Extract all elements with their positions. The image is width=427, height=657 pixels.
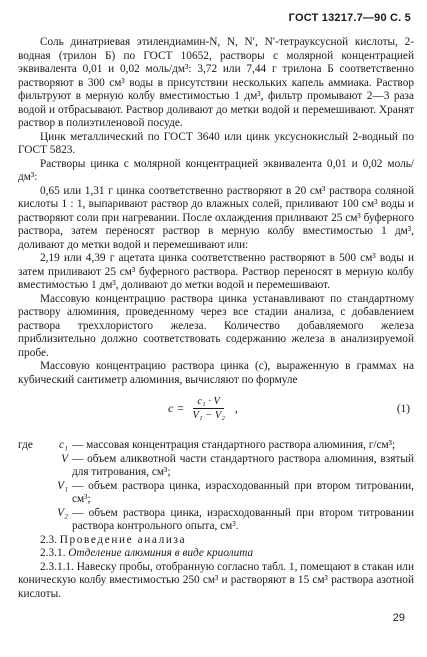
paragraph-zinc-solutions: Растворы цинка с молярной концентрацией эквивалента 0,01 и 0,02 моль/дм³: — [18, 157, 414, 183]
definition-row — [18, 507, 414, 534]
definition-lead — [18, 453, 46, 480]
definition-text: — объем раствора цинка, израсходованный при втором титровании раствора контрольного опыта, см³. — [72, 506, 414, 532]
definition-row — [18, 439, 414, 453]
section-title: Проведение анализа — [59, 533, 187, 546]
paragraph-mass-concentration: Массовую концентрацию раствора цинка устанавливают по стандартному раствору алюминия, проведенному через все стадии анализа, с добавлением раствора треххлористого железа. Количество добавляемого железа приблизительно должно соответствовать содержанию железа в анализируемой пробе. — [18, 292, 414, 359]
formula-fraction — [188, 395, 228, 422]
definition-lead — [18, 507, 46, 534]
definition-row — [18, 453, 414, 480]
section-number: 2.3. — [40, 533, 57, 546]
definition-symbol: V₁ — [57, 479, 68, 492]
formula-numerator: c₁ · V — [193, 395, 224, 409]
page-number: 29 — [392, 612, 405, 624]
paragraph-zinc-metal: Цинк металлический по ГОСТ 3640 или цинк уксуснокислый 2-водный по ГОСТ 5823. — [18, 130, 414, 156]
equation-number: (1) — [396, 403, 410, 415]
paragraph-zinc-prep-1: 0,65 или 1,31 г цинка соответственно растворяют в 20 см³ раствора соляной кислоты 1 : 1, выпаривают раствор до влажных солей, приливают 100 см³ воды и растворяют соли при нагревании. После охлаждения приливают 25 см³ буферного раствора, затем переносят раствор в мерную колбу вместимостью 1 дм³, доливают до метки водой и перемешивают или: — [18, 184, 414, 251]
definition-symbol: V — [61, 452, 68, 465]
document-body — [18, 36, 414, 601]
definition-lead: где — [18, 439, 33, 451]
definition-row — [18, 480, 414, 507]
formula-tail: , — [234, 400, 238, 415]
definition-text: — массовая концентрация стандартного раствора алюминия, г/см³; — [72, 439, 396, 451]
subsection-heading — [18, 547, 414, 561]
formula-lhs: c = — [168, 400, 185, 415]
definition-lead — [18, 480, 46, 507]
subsection-title: Отделение алюминия в виде криолита — [68, 547, 254, 559]
definition-symbol: c₁ — [59, 439, 68, 451]
definition-text: — объем аликвотной части стандартного раствора алюминия, взятый для титрования, см³; — [72, 452, 414, 478]
variable-definitions — [18, 439, 414, 534]
paragraph-sample: 2.3.1.1. Навеску пробы, отобранную согласно табл. 1, помещают в стакан или коническую колбу вместимостью 250 см³ и растворяют в 15 см³ раствора азотной кислоты. — [18, 560, 414, 600]
paragraph-formula-intro: Массовую концентрацию раствора цинка (c), выраженную в граммах на кубический сантиметр алюминия, вычисляют по формуле — [18, 360, 414, 386]
definition-text: — объем раствора цинка, израсходованный при втором титровании, см³; — [72, 479, 414, 505]
formula-block — [18, 389, 414, 435]
formula — [168, 395, 238, 422]
standard-header: ГОСТ 13217.7—90 С. 5 — [288, 12, 411, 24]
subsection-number: 2.3.1. — [40, 547, 66, 559]
paragraph-zinc-prep-2: 2,19 или 4,39 г ацетата цинка соответственно растворяют в 500 см³ воды и затем приливают 25 см³ буферного раствора. Раствор переносят в мерную колбу вместимостью 1 дм³, доливают до метки водой и перемешивают. — [18, 252, 414, 291]
formula-denominator: V₁ − V₂ — [192, 410, 225, 421]
definition-symbol: V₂ — [57, 506, 68, 519]
paragraph-trilon: Соль динатриевая этилендиамин-N, N, N′, N′-тетрауксусной кислоты, 2-водная (трилон Б) по ГОСТ 10652, растворы с молярной концентрацией эквивалента 0,01 и 0,02 моль/дм³: 3,72 или 7,44 г трилона Б соответственно растворяют в 300 см³ воды в присутствии нескольких капель аммиака. Раствор фильтруют в мерную колбу вместимостью 1 дм³, фильтр промывают 2—3 раза водой и отбрасывают. Раствор доливают до метки водой и перемешивают. Хранят раствор в полиэтиленовой посуде. — [18, 36, 414, 129]
section-heading — [18, 534, 414, 548]
